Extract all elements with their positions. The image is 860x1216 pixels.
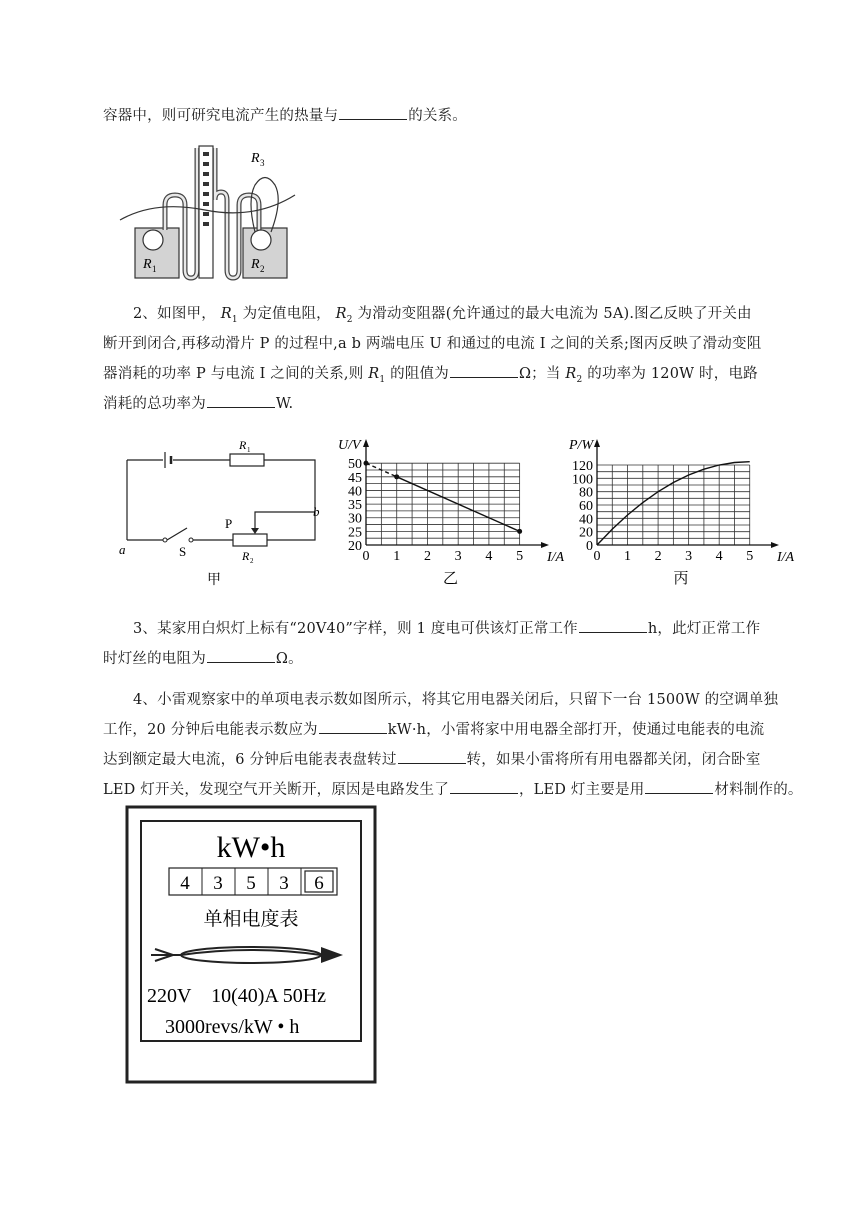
q1-text-part: 的关系。: [408, 108, 468, 124]
chart-u-i: [330, 428, 565, 593]
y-axis-arrow: [363, 439, 369, 447]
q2-text-part: W.: [275, 396, 294, 412]
r2-label: R: [251, 257, 260, 272]
r1-symbol: R: [368, 366, 380, 382]
answer-blank[interactable]: [207, 661, 275, 663]
meter-digit: 4: [180, 873, 190, 894]
y-tick-label: 25: [348, 525, 362, 541]
q4-text-part: 4、小雷观察家中的单项电表示数如图所示，将其它用电器关闭后，只留下一台 1500W 的空调单独: [133, 692, 779, 708]
q3-text-part: Ω。: [275, 651, 303, 667]
y-tick-label: 80: [579, 485, 593, 501]
x-tick-label: 5: [746, 549, 754, 564]
data-point: [394, 474, 399, 479]
q4-line4: [103, 778, 803, 799]
y-tick-label: 45: [348, 470, 362, 486]
y-tick-label: 20: [348, 539, 362, 554]
answer-blank[interactable]: [398, 762, 466, 764]
q3-line1: [133, 617, 760, 638]
answer-blank[interactable]: [207, 406, 275, 408]
answer-blank[interactable]: [450, 792, 518, 794]
r1-label: R: [143, 257, 152, 272]
x-axis-label: I/A: [777, 550, 795, 565]
x-tick-label: 2: [654, 549, 662, 564]
terminal-a-label: a: [119, 542, 126, 557]
resistor-bulb-right: [251, 230, 271, 250]
q1-text-part: 容器中，则可研究电流产生的热量与: [103, 108, 339, 124]
q4-text-part: ，LED 灯主要是用: [518, 782, 645, 798]
r2-symbol-sub: 2: [346, 314, 353, 325]
r1-symbol-sub: 1: [231, 314, 238, 325]
circuit-r1-sub: 1: [247, 446, 251, 454]
q1-text: [103, 104, 467, 125]
electricity-meter: [125, 805, 380, 1085]
q3-text-part: 时灯丝的电阻为: [103, 651, 206, 667]
slider-wire: [255, 512, 315, 532]
data-point: [517, 529, 522, 534]
x-tick-label: 0: [593, 549, 601, 564]
q2-text-part: 器消耗的功率 P 与电流 I 之间的关系,则: [103, 366, 364, 382]
q3-text-part: h，此灯正常工作: [647, 621, 761, 637]
r1-label-sub: 1: [152, 264, 157, 274]
q3-line2: [103, 647, 303, 668]
q2-text-part: Ω；当: [518, 366, 561, 382]
wire-bottom-right: [267, 510, 315, 540]
answer-blank[interactable]: [645, 792, 713, 794]
q4-line1: [133, 688, 778, 709]
q4-text-part: 达到额定最大电流，6 分钟后电能表表盘转过: [103, 752, 397, 768]
q1-apparatus-figure: [115, 140, 315, 285]
x-tick-label: 2: [423, 549, 431, 564]
slider-p-label: P: [225, 516, 233, 531]
wire-top-right: [264, 460, 315, 510]
y-tick-label: 30: [348, 511, 362, 527]
y-tick-label: 60: [579, 499, 593, 514]
x-tick-label: 1: [624, 549, 632, 564]
q2-number: 2、: [133, 306, 158, 322]
r2-symbol: R: [335, 306, 347, 322]
meter-digits: [169, 868, 337, 895]
q2-line1: [133, 302, 752, 325]
r2-symbol-sub: 2: [576, 374, 583, 385]
circuit-caption: 甲: [207, 573, 221, 588]
q2-text-part: 的功率为 120W 时，电路: [587, 366, 758, 382]
y-axis-arrow: [594, 439, 600, 447]
q2-text-part: 断开到闭合,再移动滑片 P 的过程中,a b 两端电压 U 和通过的电流 I 之间的关系;图丙反映了滑动变阻: [103, 336, 762, 352]
terminal-b-label: b: [313, 504, 320, 519]
q4-text-part: 转，如果小雷将所有用电器都关闭，闭合卧室: [466, 752, 761, 768]
chart-p-i: [555, 428, 795, 593]
q4-line3: [103, 748, 761, 769]
x-tick-label: 4: [715, 549, 723, 564]
meter-spec-rating: 220V 10(40)A 50Hz: [147, 985, 327, 1007]
y-tick-label: 100: [572, 472, 593, 488]
q4-text-part: 工作，20 分钟后电能表示数应为: [103, 722, 318, 738]
answer-blank[interactable]: [579, 631, 647, 633]
q4-line2: [103, 718, 764, 739]
x-tick-label: 1: [393, 549, 401, 564]
q2-line2: [103, 332, 761, 353]
meter-digit: 5: [246, 873, 256, 894]
r3-label-sub: 3: [260, 158, 265, 168]
q2-line4: [103, 392, 293, 413]
x-tick-label: 4: [485, 549, 493, 564]
y-tick-label: 0: [586, 539, 593, 554]
answer-blank[interactable]: [450, 376, 518, 378]
r2-symbol: R: [565, 366, 577, 382]
circuit-r2-label: R: [242, 549, 250, 563]
switch-contact: [189, 538, 193, 542]
meter-unit: kW•h: [216, 831, 286, 864]
y-tick-label: 40: [348, 484, 362, 500]
circuit-r2-sub: 2: [250, 557, 254, 565]
r1-symbol: R: [220, 306, 232, 322]
x-tick-label: 3: [685, 549, 693, 564]
r3-wire: [251, 178, 278, 233]
x-axis-arrow: [771, 542, 779, 548]
x-tick-label: 0: [362, 549, 370, 564]
r1-symbol-sub: 1: [379, 374, 386, 385]
answer-blank[interactable]: [319, 732, 387, 734]
chart-caption: 丙: [673, 571, 689, 587]
q3-text-part: 3、某家用白炽灯上标有“20V40”字样，则 1 度电可供该灯正常工作: [133, 621, 578, 637]
x-axis-arrow: [541, 542, 549, 548]
switch-s: [167, 528, 187, 540]
q2-text-part: 为滑动变阻器(允许通过的最大电流为 5A).图乙反映了开关由: [357, 306, 752, 322]
meter-spec-revs: 3000revs/kW • h: [165, 1016, 300, 1038]
y-axis-label: U/V: [338, 438, 361, 453]
r2-label-sub: 2: [260, 264, 265, 274]
data-point: [364, 461, 369, 466]
meter-name: 单相电度表: [203, 909, 299, 930]
y-tick-label: 120: [572, 459, 593, 474]
q2-text-part: 如图甲，: [157, 306, 216, 322]
y-tick-label: 35: [348, 498, 362, 514]
answer-blank[interactable]: [339, 118, 407, 120]
q2-text-part: 消耗的总功率为: [103, 396, 206, 412]
x-axis-label: I/A: [547, 550, 565, 565]
rheostat-r2: [233, 534, 267, 546]
x-tick-label: 3: [454, 549, 462, 564]
q4-text-part: kW·h，小雷将家中用电器全部打开，使通过电能表的电流: [387, 722, 765, 738]
r3-label: R: [251, 151, 260, 166]
switch-s-label: S: [179, 544, 187, 559]
y-axis-label: P/W: [569, 438, 594, 453]
meter-digit-decimal: 6: [314, 873, 324, 894]
q4-text-part: LED 灯开关，发现空气开关断开，原因是电路发生了: [103, 782, 449, 798]
y-tick-label: 40: [579, 512, 593, 528]
q4-text-part: 材料制作的。: [714, 782, 803, 798]
meter-digit: 3: [213, 873, 223, 894]
y-tick-label: 20: [579, 525, 593, 541]
slider-arrow: [251, 528, 259, 534]
y-tick-label: 50: [348, 457, 362, 473]
circuit-r1-label: R: [239, 438, 247, 452]
chart-caption: 乙: [442, 571, 459, 587]
q2-line3: [103, 362, 758, 385]
meter-digit: 3: [279, 873, 289, 894]
circuit-diagram: [115, 430, 325, 590]
resistor-r1: [230, 454, 264, 466]
q2-text-part: 为定值电阻，: [242, 306, 331, 322]
x-tick-label: 5: [516, 549, 524, 564]
q2-text-part: 的阻值为: [390, 366, 449, 382]
switch-contact: [163, 538, 167, 542]
resistor-bulb-left: [143, 230, 163, 250]
